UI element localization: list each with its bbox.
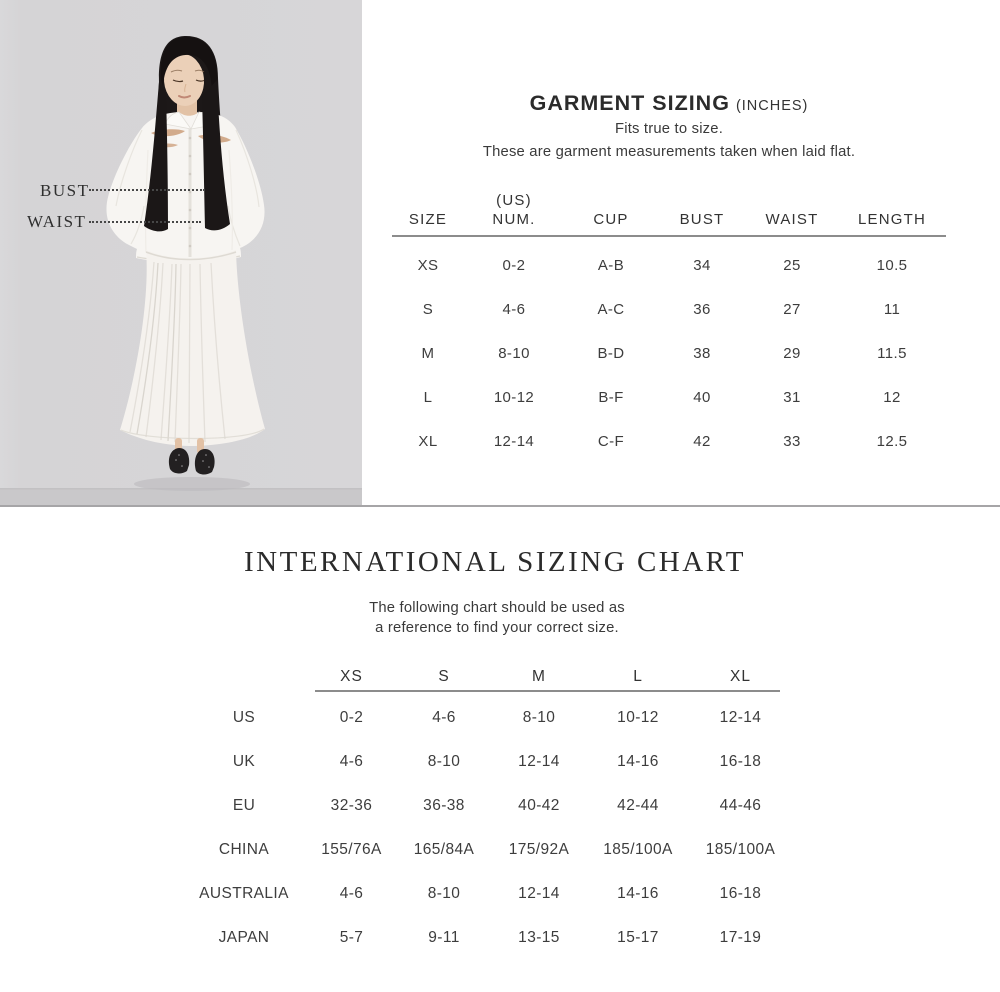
table-cell: 11 (883, 300, 901, 318)
table-cell: 8-10 (522, 709, 556, 726)
table-cell: 16-18 (719, 885, 762, 902)
garment-sizing-title (392, 88, 946, 121)
header-rule (315, 690, 780, 692)
garment-sizing-unit-note: (INCHES) (735, 98, 809, 114)
table-cell: 32-36 (330, 797, 373, 814)
table-cell: 16-18 (719, 753, 762, 770)
table-cell: 42 (693, 432, 711, 450)
table-cell: 31 (783, 388, 801, 406)
column-header-size: SIZE (408, 211, 448, 228)
waist-measure-line (89, 221, 201, 223)
table-cell: 12 (883, 388, 901, 406)
table-cell: 4-6 (339, 885, 364, 902)
model-illustration (0, 0, 362, 505)
international-size-table (184, 655, 794, 960)
row-label: AUSTRALIA (199, 885, 289, 902)
table-cell: B-D (597, 344, 625, 362)
column-header-xl: XL (730, 668, 751, 685)
table-cell: 14-16 (617, 753, 659, 770)
table-row-xl (392, 419, 946, 463)
table-cell: 25 (783, 256, 801, 274)
fit-note: Fits true to size. (614, 121, 724, 137)
table-cell: 9-11 (428, 929, 460, 946)
table-cell: 14-16 (617, 885, 659, 902)
row-label: CHINA (218, 841, 270, 858)
garment-sizing-subtitle (372, 118, 966, 164)
table-cell: 155/76A (321, 841, 382, 858)
table-cell: 4-6 (502, 300, 526, 318)
table-cell: 34 (693, 256, 711, 274)
model-photo (0, 0, 362, 505)
table-cell: 12-14 (518, 885, 560, 902)
reference-note-line2: a reference to find your correct size. (375, 620, 619, 636)
table-cell: C-F (597, 432, 625, 450)
table-cell: 10-12 (617, 709, 659, 726)
table-cell: 36 (693, 300, 711, 318)
garment-sizing-title-text: GARMENT SIZING (529, 91, 730, 115)
table-cell: 8-10 (498, 344, 530, 362)
table-cell: XS (417, 256, 439, 274)
table-cell: 185/100A (603, 841, 673, 858)
column-header-l: L (633, 668, 643, 685)
table-row-china (184, 828, 794, 872)
table-cell: 13-15 (518, 929, 560, 946)
row-label: UK (232, 753, 256, 770)
table-cell: 8-10 (427, 753, 461, 770)
column-header-us-num: (US) NUM. (492, 192, 536, 228)
bust-label: BUST (40, 181, 90, 200)
row-label: US (232, 709, 256, 726)
table-cell: 10-12 (493, 388, 535, 406)
column-header-bust: BUST (679, 211, 725, 228)
table-row-s (392, 287, 946, 331)
international-chart-title: INTERNATIONAL SIZING CHART (244, 546, 746, 578)
table-cell: 0-2 (502, 256, 526, 274)
table-cell: B-F (598, 388, 624, 406)
table-row-eu (184, 784, 794, 828)
row-label: EU (232, 797, 256, 814)
table-row-l (392, 375, 946, 419)
table-cell: 17-19 (719, 929, 762, 946)
column-header-s: S (438, 668, 450, 685)
column-header-m: M (532, 668, 546, 685)
garment-size-table (392, 185, 946, 463)
table-cell: A-B (597, 256, 625, 274)
international-chart-subtitle (200, 598, 794, 638)
row-label: JAPAN (218, 929, 270, 946)
table-cell: 12.5 (876, 432, 908, 450)
table-cell: 15-17 (617, 929, 659, 946)
table-cell: 165/84A (413, 841, 475, 858)
column-header-xs: XS (340, 668, 363, 685)
table-cell: 4-6 (339, 753, 364, 770)
section-divider (0, 505, 1000, 507)
table-cell: 29 (783, 344, 801, 362)
column-header-waist: WAIST (765, 211, 819, 228)
bust-measure-line (89, 189, 205, 191)
column-header-cup: CUP (593, 211, 629, 228)
table-row-australia (184, 872, 794, 916)
table-cell: 175/92A (508, 841, 570, 858)
table-cell: 40 (693, 388, 711, 406)
table-cell: 10.5 (876, 256, 908, 274)
table-cell: 8-10 (427, 885, 461, 902)
table-cell: 27 (783, 300, 801, 318)
international-table-header-row (184, 655, 794, 690)
table-cell: 5-7 (339, 929, 364, 946)
table-cell: S (422, 300, 434, 318)
reference-note-line1: The following chart should be used as (369, 600, 625, 616)
international-table-body (184, 696, 794, 960)
table-row-japan (184, 916, 794, 960)
table-cell: 4-6 (432, 709, 456, 726)
measurement-note: These are garment measurements taken when laid flat. (482, 144, 856, 160)
table-cell: 40-42 (518, 797, 560, 814)
table-row-us (184, 696, 794, 740)
table-cell: M (421, 344, 435, 362)
table-cell: XL (418, 432, 438, 450)
table-row-m (392, 331, 946, 375)
table-cell: L (423, 388, 433, 406)
table-cell: 36-38 (423, 797, 465, 814)
table-cell: 44-46 (719, 797, 762, 814)
table-row-uk (184, 740, 794, 784)
table-cell: 33 (783, 432, 801, 450)
table-cell: 0-2 (339, 709, 364, 726)
table-cell: A-C (597, 300, 625, 318)
waist-label: WAIST (27, 212, 87, 231)
table-cell: 11.5 (877, 344, 907, 362)
table-cell: 12-14 (493, 432, 535, 450)
table-row-xs (392, 243, 946, 287)
garment-table-header-row (392, 185, 946, 237)
table-cell: 185/100A (705, 841, 776, 858)
table-cell: 12-14 (719, 709, 762, 726)
table-cell: 42-44 (617, 797, 659, 814)
table-cell: 38 (693, 344, 711, 362)
garment-table-body (392, 243, 946, 463)
column-header-length: LENGTH (857, 211, 927, 228)
row-label-spacer (184, 655, 304, 690)
table-cell: 12-14 (518, 753, 560, 770)
